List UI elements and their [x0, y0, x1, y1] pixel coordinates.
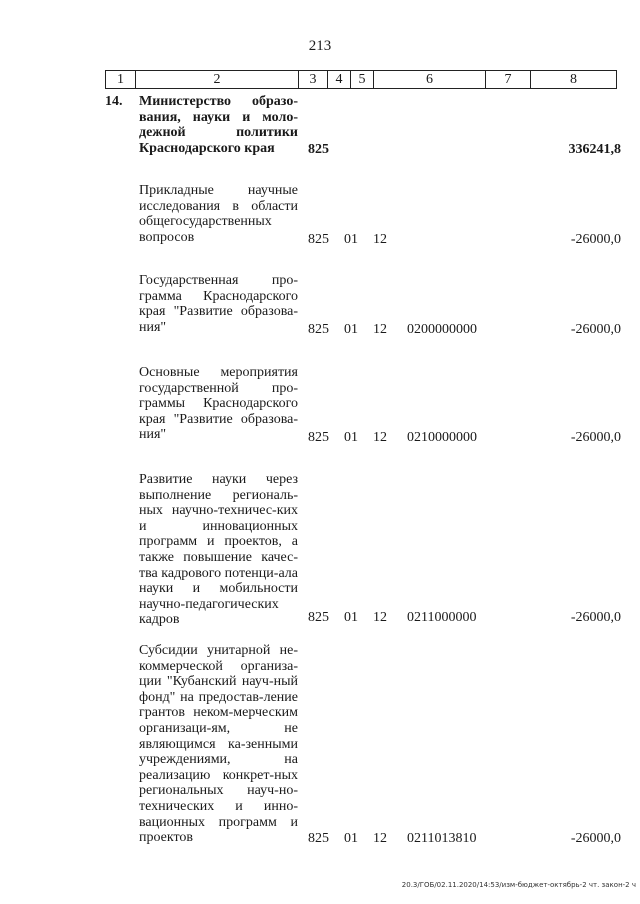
row-ved: 825 — [308, 322, 329, 337]
row-name: Прикладные научные исследования в области общегосударственных вопросов — [139, 183, 298, 245]
row-pr: 12 — [373, 322, 387, 337]
row-sum: -26000,0 — [570, 322, 621, 337]
row-pr: 12 — [373, 610, 387, 625]
row-pr: 12 — [373, 831, 387, 846]
row-ved: 825 — [308, 831, 329, 846]
header-col-8: 8 — [530, 71, 617, 88]
row-sum: -26000,0 — [570, 831, 621, 846]
row-csr: 0200000000 — [407, 322, 477, 337]
row-sum: 336241,8 — [568, 142, 621, 157]
row-pr: 12 — [373, 430, 387, 445]
header-col-3: 3 — [298, 71, 327, 88]
row-rz: 01 — [344, 610, 358, 625]
row-rz: 01 — [344, 430, 358, 445]
header-col-2: 2 — [135, 71, 298, 88]
row-sum: -26000,0 — [570, 232, 621, 247]
row-name: Развитие науки через выполнение региональ-ных научно-техничес-ких и инновационных программ и проектов, а также повышение качес-тва кадрового потенци-ала науки и мобильности научно-педагогических кадров — [139, 472, 298, 628]
row-ved: 825 — [308, 142, 329, 157]
row-name: Государственная про-грамма Краснодарского края "Развитие образова-ния" — [139, 273, 298, 335]
row-rz: 01 — [344, 232, 358, 247]
page-number: 213 — [308, 38, 332, 54]
table-header-row — [105, 70, 617, 89]
row-sum: -26000,0 — [570, 610, 621, 625]
header-col-5: 5 — [350, 71, 373, 88]
row-csr: 0211000000 — [407, 610, 477, 625]
row-name: Субсидии унитарной не-коммерческой организа-ции "Кубанский науч-ный фонд" на предостав-ление грантов неком-мерческим организаци-ям, не являющимся ка-зенными учреждениями, на реализацию конкрет-ных региональных науч-но-технических и инно-вационных программ и проектов — [139, 643, 298, 846]
document-footer-stamp: 20.3/ГОБ/02.11.2020/14:53/изм-бюджет-октябрь-2 чт. закон-2 ч — [401, 881, 636, 889]
row-rz: 01 — [344, 322, 358, 337]
header-col-4: 4 — [327, 71, 350, 88]
header-col-6: 6 — [373, 71, 485, 88]
header-col-7: 7 — [485, 71, 530, 88]
row-rz: 01 — [344, 831, 358, 846]
row-number: 14. — [105, 94, 123, 109]
row-name: Министерство образо-вания, науки и моло-дежной политики Краснодарского края — [139, 94, 298, 156]
row-csr: 0210000000 — [407, 430, 477, 445]
row-csr: 0211013810 — [407, 831, 477, 846]
header-col-1: 1 — [105, 71, 135, 88]
row-ved: 825 — [308, 430, 329, 445]
row-name: Основные мероприятия государственной про-граммы Краснодарского края "Развитие образова-ния" — [139, 365, 298, 443]
row-pr: 12 — [373, 232, 387, 247]
row-sum: -26000,0 — [570, 430, 621, 445]
row-ved: 825 — [308, 232, 329, 247]
row-ved: 825 — [308, 610, 329, 625]
